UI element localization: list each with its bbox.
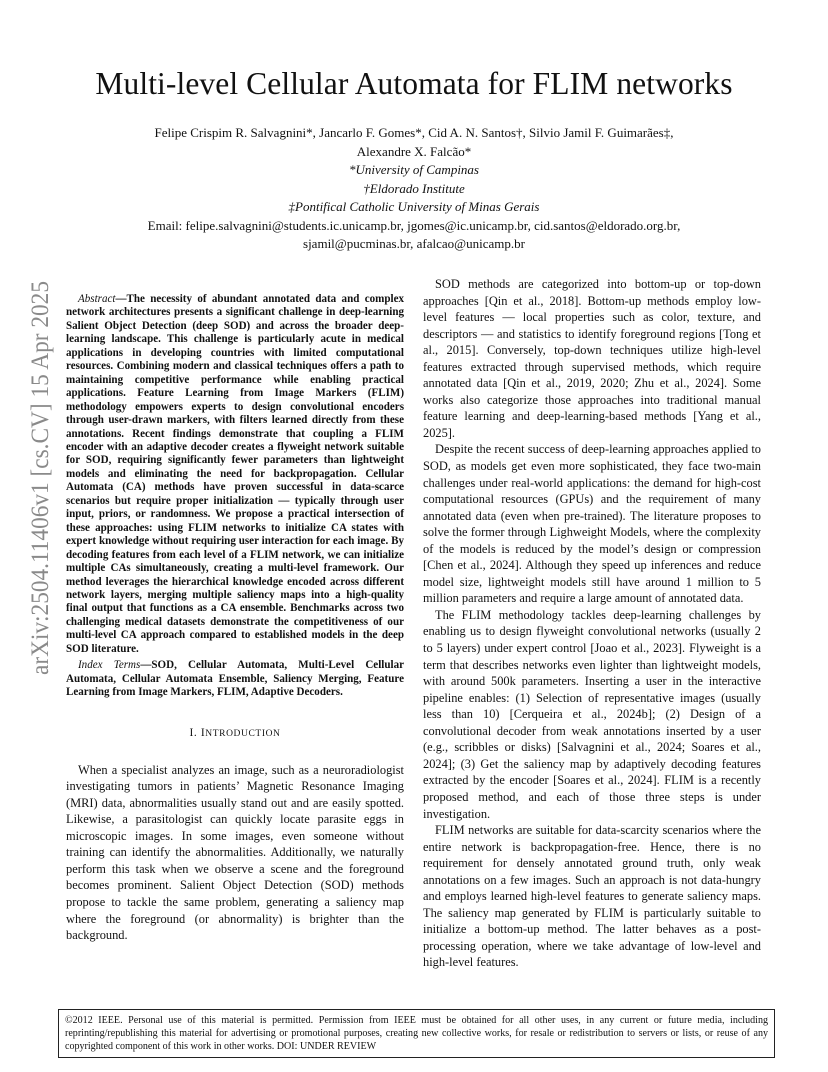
section-number: I. [189,726,198,739]
abstract [66,293,404,656]
copyright-footer: ©2012 IEEE. Personal use of this material is permitted. Permission from IEEE must be obtained for all other uses, in any current or future media, including reprinting/republishing this material for advertising or promotional purposes, creating new collective works, for resale or redistribution to servers or lists, or reuse of any copyrighted component of this work in other works. DOI: UNDER REVIEW [58,1009,775,1058]
section-title-rest: NTRODUCTION [205,728,281,739]
arxiv-sidebar-stamp [4,0,58,1072]
section-title-first: I [200,726,206,739]
author-line-2: Alexandre X. Falcão* [356,143,472,159]
left-column [66,293,404,944]
paper-title: Multi-level Cellular Automata for FLIM networks [95,66,733,101]
arxiv-id-text: arXiv:2504.11406v1 [cs.CV] 15 Apr 2025 [25,243,54,675]
body-paragraph: Despite the recent success of deep-learning approaches applied to SOD, as models get even more sophisticated, they face two-main challenges under real-world applications: the demand for high-cost computational resources (GPUs) and the requirement of many annotated data (even when pre-trained). The literature proposes to solve the former through Lighweight Models, where the complexity of the models is reduced by the model’s design or compression [Chen et al., 2024]. Although they speed up inferences and reduce model size, lightweight models still have around 1 million to 5 million parameters and require a large amount of annotated data. [423,442,761,606]
body-paragraph: When a specialist analyzes an image, such as a neuroradiologist investigating tumors in patients’ Magnetic Resonance Imaging (MRI) data, abnormalities usually stand out and are easily spotted. Likewise, a parasitologist can quickly locate parasite eggs in microscopic images. In some images, even someone without training can identify the abnormalities. Additionally, we naturally perform this task when we observe a scene and the foreground becomes prominent. Salient Object Detection (SOD) methods propose to tackle the same problem, generating a saliency map where the foreground (or abnormality) is brighter than the background. [66,762,404,943]
right-column [423,277,761,971]
arxiv-stamp-svg [4,0,58,1072]
email-line-2: sjamil@pucminas.br, afalcao@unicamp.br [303,236,525,251]
affiliation-2: †Eldorado Institute [363,180,465,196]
author-block [60,124,768,254]
index-terms-lead: Index Terms [78,659,141,672]
affiliation-1: *University of Campinas [349,162,479,177]
body-paragraph: FLIM networks are suitable for data-scarcity scenarios where the entire network is backpropagation-free. Hence, there is no requirement for densely annotated ground truth, only weak annotations on a few images. Such an approach is not data-hungry and employs learned high-level features to generate saliency maps. The saliency map generated by FLIM is particularly suitable to initialize a bottom-up method. The latter behaves as a post-processing operation, where we take advantage of low-level and high-level features. [423,823,761,970]
abstract-text: —The necessity of abundant annotated data and complex network architectures presents a significant challenge in deep-learning Salient Object Detection (deep SOD) and across the broader deep-learning landscape. This challenge is particularly acute in medical applications in developing countries with limited computational resources. Combining modern and classical techniques offers a path to maintaining competitive performance while enabling practical applications. Feature Learning from Image Markers (FLIM) methodology empowers experts to design convolutional encoders through user-drawn markers, with filters learned directly from these annotations. Recent findings demonstrate that coupling a FLIM encoder with an adaptive decoder creates a flyweight network suitable for SOD, requiring significantly fewer parameters than lightweight models and eliminating the need for backpropagation. Cellular Automata (CA) methods have proven successful in data-scarce scenarios but require proper initialization — typically through user input, priors, or randomness. We propose a practical intersection of these approaches: using FLIM networks to initialize CA states with expert knowledge without requiring user interaction for each image. By decoding features from each level of a FLIM network, we can initialize multiple CAs simultaneously, creating a multi-level framework. Our method leverages the hierarchical knowledge encoded across different network layers, merging multiple saliency maps into a high-quality final output that functions as a CA ensemble. Benchmarks across two challenging medical datasets demonstrate the competitiveness of our multi-level CA approach compared to established models in the deep SOD literature. [66,293,404,655]
author-line-1: Felipe Crispim R. Salvagnini*, Jancarlo F. Gomes*, Cid A. N. Santos†, Silvio Jamil F. Guimarães‡, [154,125,674,140]
abstract-lead: Abstract [78,293,116,305]
index-terms-text: —SOD, Cellular Automata, Multi-Level Cellular Automata, Cellular Automata Ensemble, Saliency Merging, Feature Learning from Image Markers, FLIM, Adaptive Decoders. [66,659,404,699]
body-paragraph: The FLIM methodology tackles deep-learning challenges by enabling us to design flyweight convolutional networks (usually 2 to 5 layers) under expert control [Joao et al., 2023]. Flyweight is a term that describes networks even lighter than lightweight models, with around 500k parameters. Inserting a user in the interactive pipeline enables: (1) Selection of representative images (usually less than 10) [Cerqueira et al., 2024b]; (2) Design of a convolutional decoder from weak annotations inserted by a user (e.g., scribbles or disks) [Salvagnini et al., 2024; Soares et al., 2024]; (3) Get the saliency map by adaptively decoding features extracted by the encoder [Soares et al., 2024]. FLIM is a recently proposed method, and each of those three steps is under investigation. [423,607,761,821]
index-terms [66,659,404,699]
affiliation-3: ‡Pontifical Catholic University of Minas Gerais [288,199,540,214]
email-line-1: Email: felipe.salvagnini@students.ic.unicamp.br, jgomes@ic.unicamp.br, cid.santos@eldorado.org.br, [147,217,681,233]
body-paragraph: SOD methods are categorized into bottom-up or top-down approaches [Qin et al., 2018]. Bottom-up methods employ low-level features — local properties such as color, texture, and descriptors — and statistics to identify foreground regions [Tong et al., 2015]. Conversely, top-down techniques utilize high-level features extracted through supervised methods, which require annotated data [Qin et al., 2019, 2020; Zhu et al., 2024]. Some works also categorize those approaches into traditional manual feature learning and deep-learning-based methods [Yang et al., 2025]. [423,277,761,440]
section-heading [66,727,404,739]
